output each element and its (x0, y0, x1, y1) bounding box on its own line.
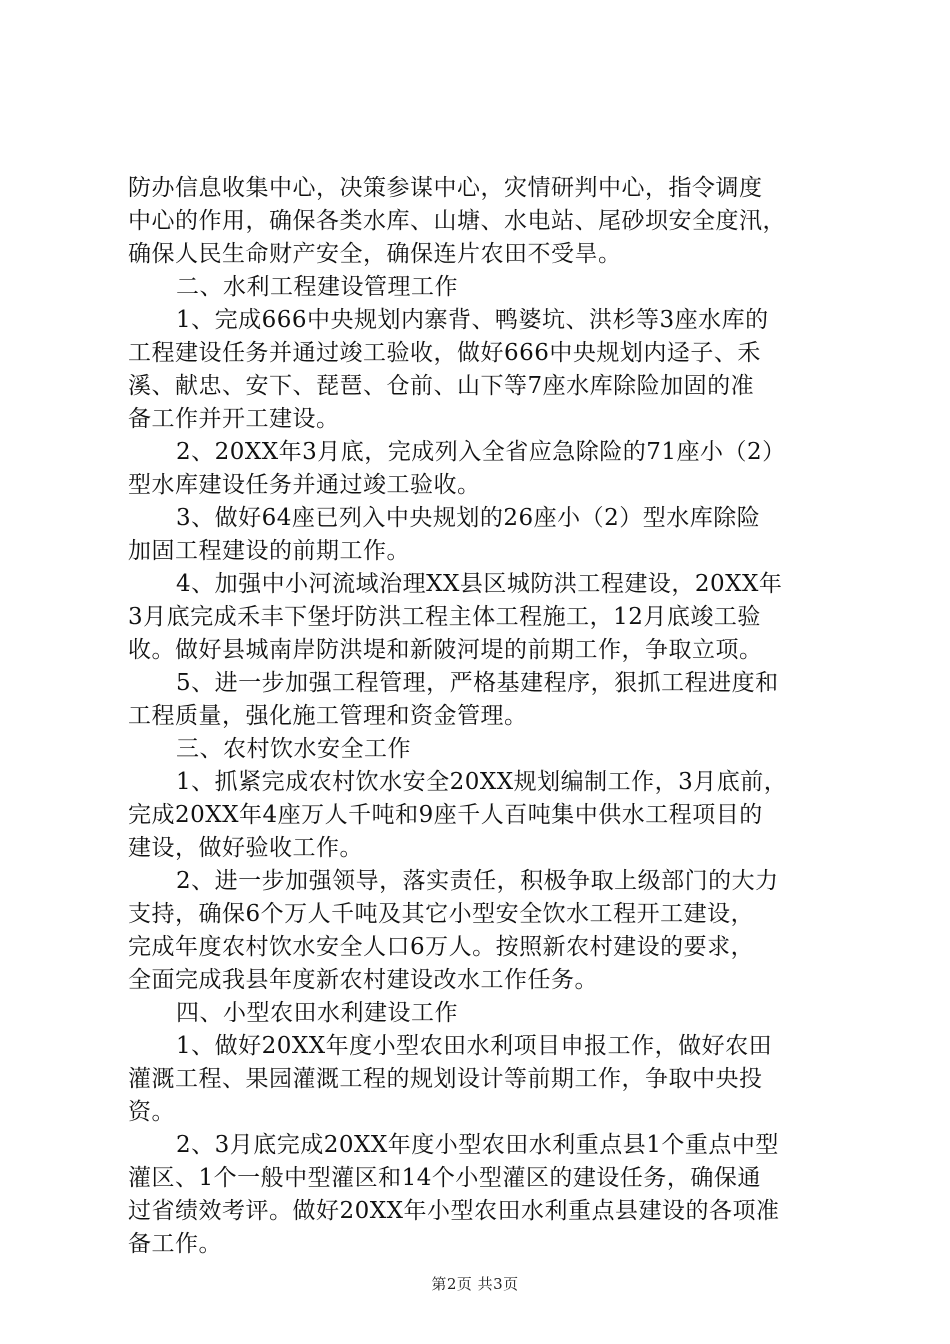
text-line: 灌区、1个一般中型灌区和14个小型灌区的建设任务，确保通 (128, 1165, 761, 1191)
text-line: 3月底完成禾丰下堡圩防洪工程主体工程施工，12月底竣工验 (128, 604, 761, 630)
text-line: 工程质量，强化施工管理和资金管理。 (128, 703, 528, 729)
text-line: 5、进一步加强工程管理，严格基建程序，狠抓工程进度和 (176, 670, 779, 696)
text-line: 型水库建设任务并通过竣工验收。 (128, 472, 481, 498)
text-line: 收。做好县城南岸防洪堤和新陂河堤的前期工作，争取立项。 (128, 637, 763, 663)
text-line: 2、20XX年3月底，完成列入全省应急除险的71座小（2） (176, 439, 786, 465)
text-line: 防办信息收集中心，决策参谋中心，灾情研判中心，指令调度 (128, 175, 763, 201)
text-line: 完成年度农村饮水安全人口6万人。按照新农村建设的要求， (128, 934, 755, 960)
text-line: 2、进一步加强领导，落实责任，积极争取上级部门的大力 (176, 868, 779, 894)
text-line: 全面完成我县年度新农村建设改水工作任务。 (128, 967, 598, 993)
text-line: 工程建设任务并通过竣工验收，做好666中央规划内迳子、禾 (128, 340, 761, 366)
text-line: 确保人民生命财产安全，确保连片农田不受旱。 (128, 241, 622, 267)
text-line: 2、3月底完成20XX年度小型农田水利重点县1个重点中型 (176, 1132, 779, 1158)
text-line: 备工作。 (128, 1231, 222, 1257)
text-line: 1、完成666中央规划内寨背、鸭婆坑、洪杉等3座水库的 (176, 307, 769, 333)
section-heading: 二、水利工程建设管理工作 (176, 274, 458, 300)
text-line: 1、做好20XX年度小型农田水利项目申报工作，做好农田 (176, 1033, 773, 1059)
text-line: 溪、献忠、安下、琵琶、仓前、山下等7座水库除险加固的准 (128, 373, 755, 399)
text-line: 中心的作用，确保各类水库、山塘、水电站、尾砂坝安全度汛， (128, 208, 786, 234)
text-line: 过省绩效考评。做好20XX年小型农田水利重点县建设的各项准 (128, 1198, 780, 1224)
text-line: 完成20XX年4座万人千吨和9座千人百吨集中供水工程项目的 (128, 802, 763, 828)
section-heading: 三、农村饮水安全工作 (176, 736, 411, 762)
text-line: 支持，确保6个万人千吨及其它小型安全饮水工程开工建设， (128, 901, 755, 927)
text-line: 3、做好64座已列入中央规划的26座小（2）型水库除险 (176, 505, 761, 531)
section-heading: 四、小型农田水利建设工作 (176, 1000, 458, 1026)
text-line: 4、加强中小河流域治理XX县区城防洪工程建设，20XX年 (176, 571, 783, 597)
text-line: 资。 (128, 1099, 175, 1125)
text-line: 加固工程建设的前期工作。 (128, 538, 410, 564)
text-line: 1、抓紧完成农村饮水安全20XX规划编制工作，3月底前， (176, 769, 788, 795)
text-line: 建设，做好验收工作。 (128, 835, 363, 861)
page-number-footer: 第2页 共3页 (431, 1275, 519, 1293)
text-line: 灌溉工程、果园灌溉工程的规划设计等前期工作，争取中央投 (128, 1066, 763, 1092)
text-line: 备工作并开工建设。 (128, 406, 340, 432)
